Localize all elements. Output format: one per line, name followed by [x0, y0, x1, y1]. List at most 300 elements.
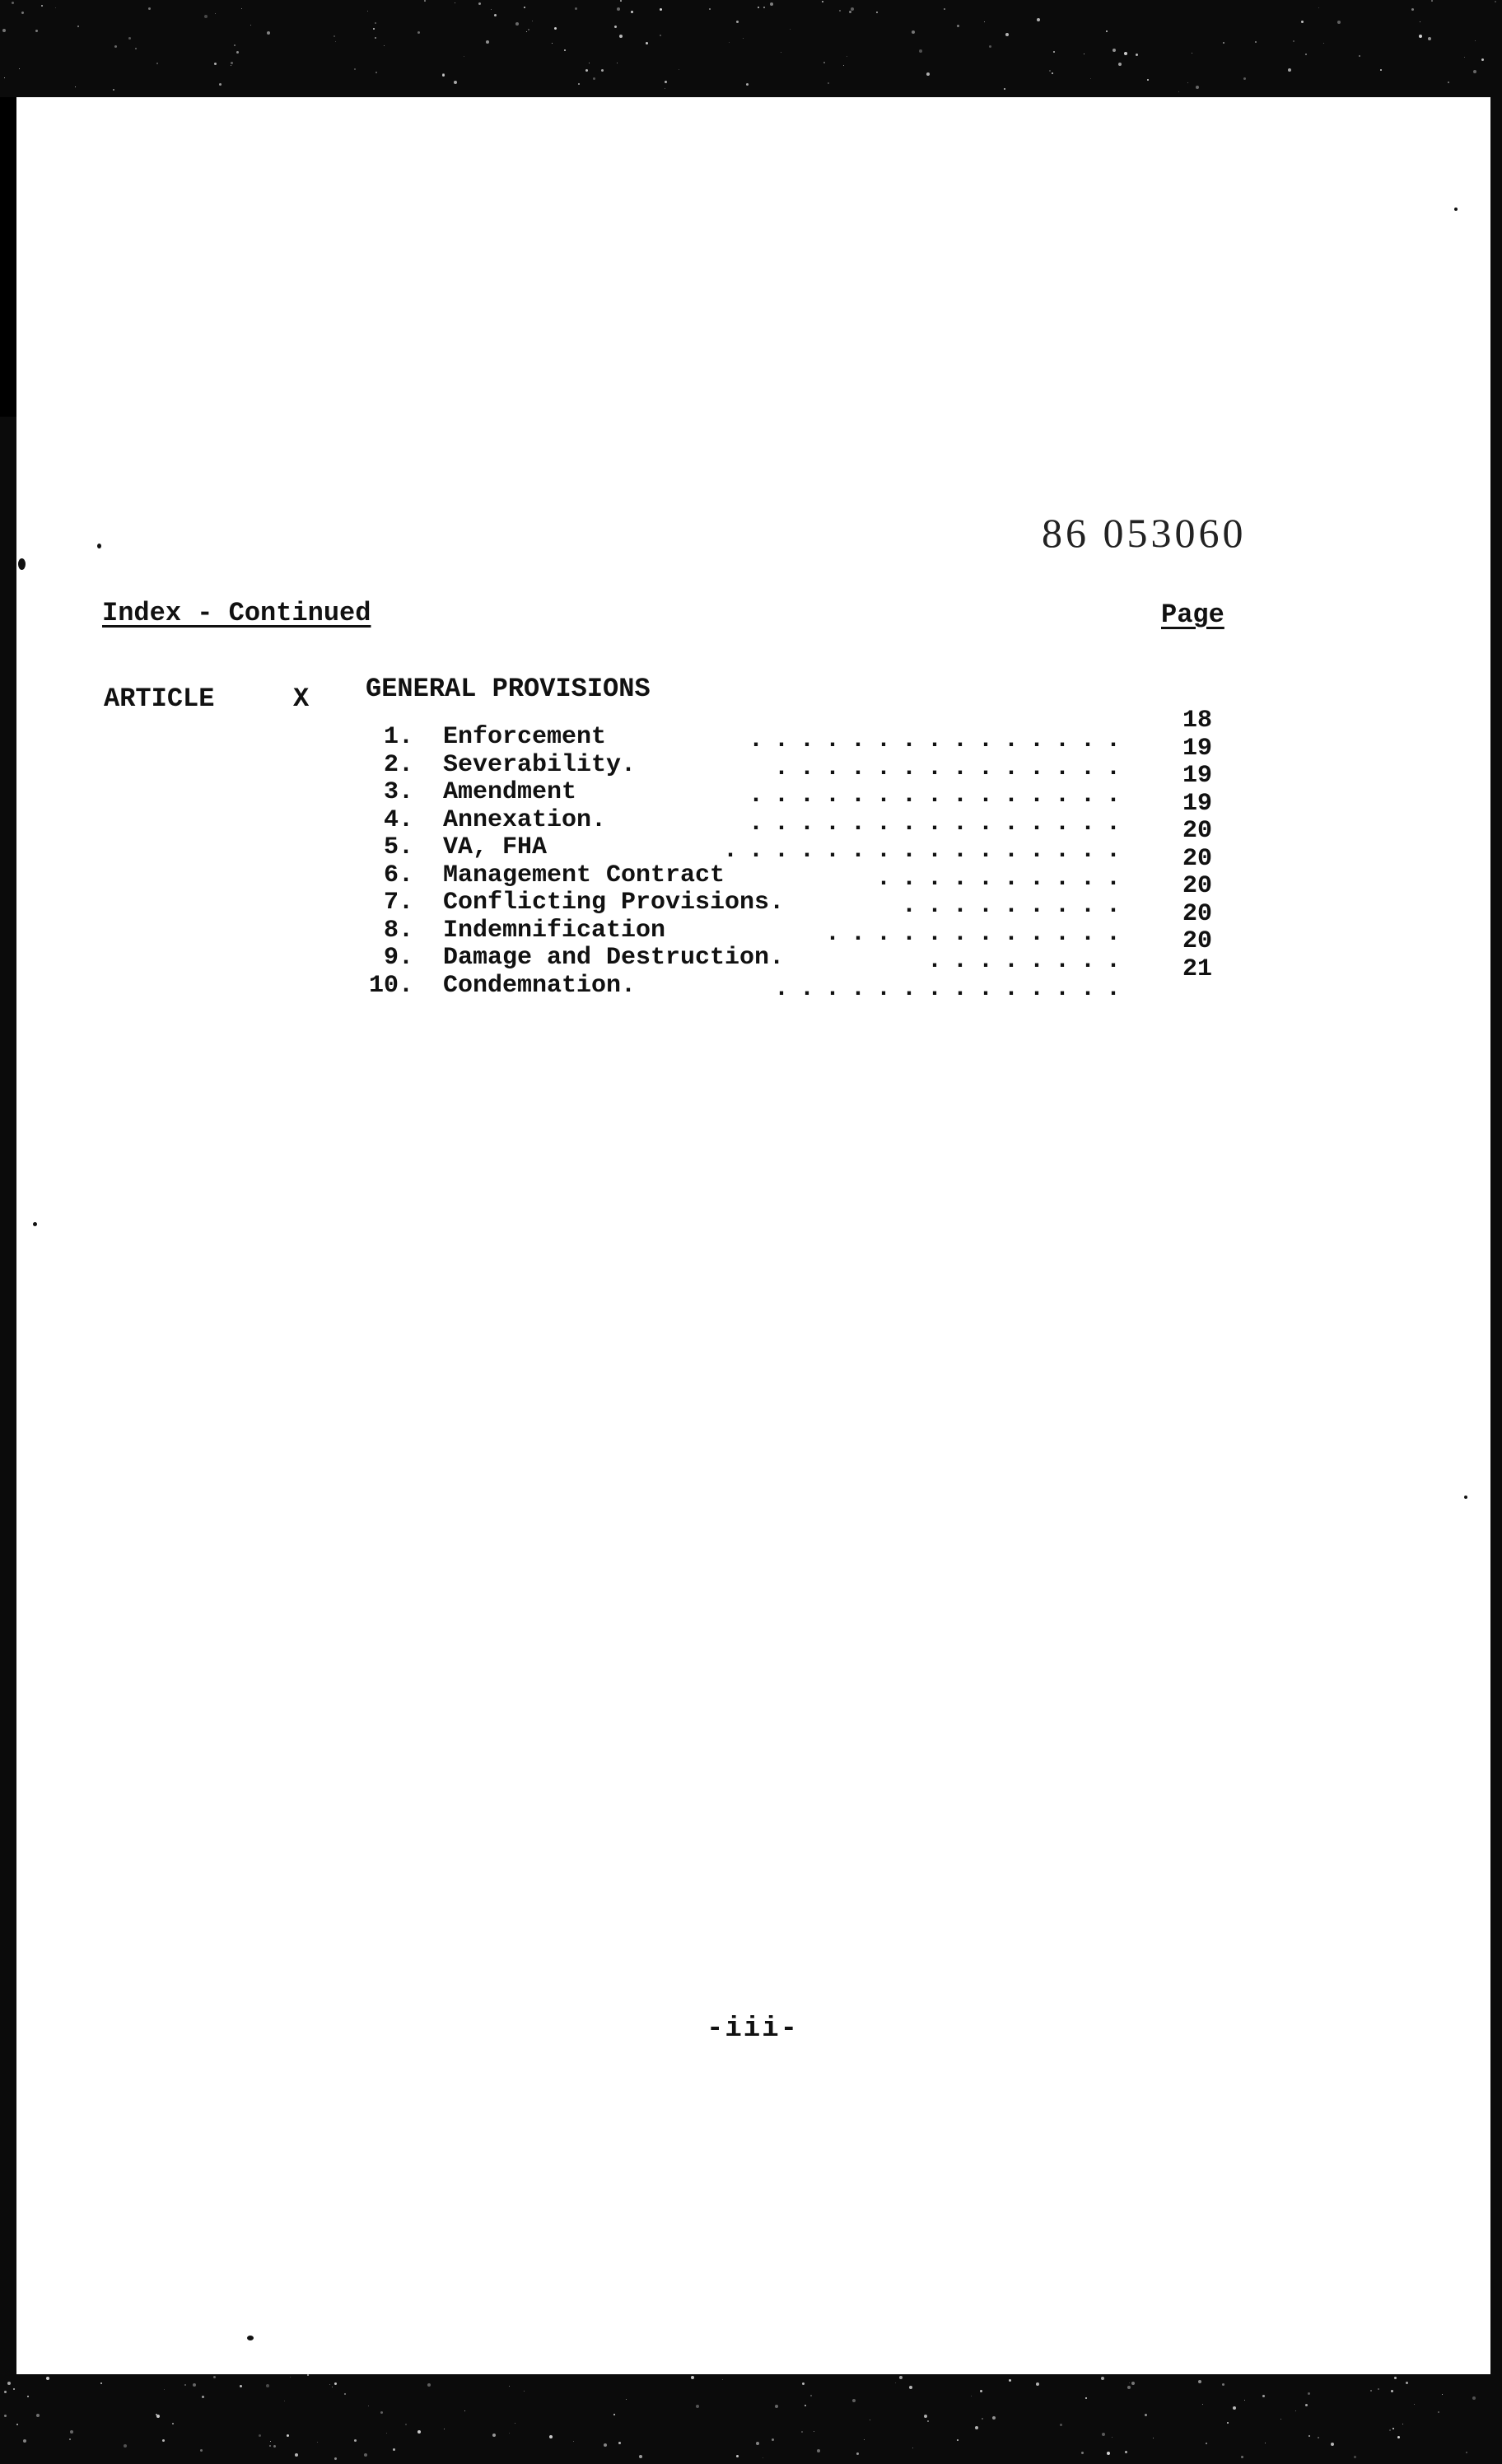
scan-noise-dot: [856, 2452, 859, 2455]
toc-entry-number: 2.: [383, 750, 413, 779]
scan-noise-dot: [1113, 49, 1116, 52]
scan-noise-dot: [1431, 0, 1433, 2]
toc-entry-page: 19: [1182, 734, 1213, 763]
scan-noise-dot: [617, 7, 620, 11]
scan-noise-dot: [805, 2405, 806, 2406]
scan-noise-dot: [1354, 2456, 1356, 2458]
scan-noise-dot: [77, 26, 79, 27]
page-number-footer: -iii-: [707, 2014, 800, 2045]
toc-entry-title: Severability.: [443, 750, 637, 779]
scan-noise-dot: [899, 2376, 903, 2379]
scan-noise-dot: [989, 45, 991, 48]
scan-noise-dot: [909, 2386, 912, 2389]
scan-noise-dot: [135, 48, 137, 49]
scan-noise-dot: [1406, 2382, 1408, 2384]
scan-noise-dot: [219, 83, 222, 86]
scan-noise-dot: [164, 2389, 165, 2390]
scan-noise-dot: [639, 2455, 642, 2458]
scan-noise-dot: [1475, 40, 1476, 41]
scan-noise-dot: [364, 2453, 367, 2457]
scan-noise-dot: [554, 27, 557, 30]
toc-entry-page: 20: [1182, 872, 1213, 900]
scan-noise-dot: [515, 22, 519, 26]
scan-noise-dot: [736, 21, 739, 23]
scan-noise-dot: [660, 35, 661, 36]
scan-noise-dot: [204, 15, 208, 18]
scan-noise-dot: [1370, 2390, 1372, 2392]
scan-noise-dot: [564, 49, 566, 51]
toc-entry-number: 4.: [383, 805, 413, 834]
scan-noise-dot: [823, 62, 825, 63]
scan-noise-dot: [184, 2384, 186, 2386]
toc-entry-number: 1.: [383, 723, 413, 751]
scan-noise-dot: [2, 29, 6, 32]
scan-noise-dot: [528, 29, 529, 30]
scan-noise-dot: [329, 2384, 330, 2385]
scan-noise-dot: [620, 0, 622, 2]
scan-noise-dot: [193, 2383, 196, 2387]
scan-noise-dot: [1233, 2406, 1236, 2410]
scan-noise-dot: [822, 1, 823, 2]
scan-noise-dot: [1085, 2397, 1087, 2399]
scan-noise-dot: [660, 8, 662, 11]
scan-noise-dot: [156, 2414, 157, 2415]
toc-entry: [354, 707, 1243, 754]
article-label: ARTICLE: [104, 684, 215, 714]
scan-noise-dot: [1127, 2386, 1131, 2389]
scan-noise-dot: [736, 2455, 739, 2457]
scan-noise-dot: [1411, 8, 1414, 11]
scan-noise-dot: [1428, 37, 1431, 40]
scan-noise-dot: [269, 2445, 271, 2447]
index-heading: Index - Continued: [102, 598, 371, 628]
scan-noise-dot: [618, 2442, 621, 2444]
scan-noise-dot: [405, 2424, 407, 2425]
scan-noise-dot: [895, 2382, 896, 2383]
scan-noise-dot: [1129, 2382, 1130, 2383]
scan-noise-dot: [290, 2377, 291, 2378]
scan-noise-dot: [442, 74, 445, 77]
scan-noise-dot: [427, 2383, 431, 2387]
scan-noise-dot: [524, 7, 525, 8]
scan-noise-dot: [335, 41, 336, 42]
scan-noise-dot: [763, 7, 765, 8]
toc-entry-page: 20: [1182, 927, 1213, 955]
scan-noise-dot: [1060, 2424, 1062, 2426]
scan-noise-dot: [552, 43, 553, 44]
scan-noise-dot: [354, 68, 356, 70]
scan-noise-dot: [478, 2, 481, 5]
dot-leader: ................: [722, 837, 1131, 865]
scan-speck: [247, 2336, 254, 2340]
scan-noise-dot: [12, 2, 14, 4]
scan-noise-dot: [1145, 2414, 1147, 2416]
toc-entry-title: Condemnation.: [443, 971, 637, 1000]
scan-noise-dot: [287, 2434, 289, 2437]
scan-noise-dot: [492, 2434, 496, 2437]
toc-entry-number: 7.: [383, 889, 413, 917]
scan-noise-dot: [172, 2423, 174, 2424]
dot-leader: ..............: [773, 974, 1131, 1003]
scan-noise-dot: [743, 38, 744, 39]
scan-noise-dot: [128, 37, 131, 40]
scan-noise-dot: [70, 2430, 73, 2434]
scan-noise-dot: [709, 8, 711, 10]
scan-noise-dot: [4, 77, 5, 78]
scan-noise-dot: [376, 72, 377, 73]
scan-noise-dot: [1308, 2392, 1310, 2395]
scan-noise-dot: [575, 7, 577, 10]
scan-noise-dot: [1337, 21, 1341, 24]
scan-noise-dot: [775, 2405, 778, 2408]
table-of-contents: [354, 707, 1243, 1003]
scan-noise-dot: [828, 82, 829, 84]
scan-noise-dot: [162, 2439, 165, 2442]
scan-noise-dot: [992, 2416, 996, 2420]
scan-noise-dot: [839, 10, 841, 12]
scan-noise-dot: [843, 65, 844, 66]
scan-noise-dot: [486, 40, 489, 44]
toc-entry-title: VA, FHA: [443, 833, 548, 861]
scan-noise-dot: [613, 2414, 615, 2415]
scan-noise-dot: [817, 2449, 820, 2452]
scan-noise-dot: [849, 11, 851, 13]
scan-noise-dot: [114, 45, 117, 48]
scan-noise-dot: [585, 69, 588, 72]
scan-noise-dot: [1004, 88, 1005, 90]
scan-noise-dot: [1495, 1, 1496, 2]
scan-noise-dot: [756, 2442, 759, 2445]
toc-entry-page: 19: [1182, 789, 1213, 818]
scan-noise-dot: [266, 2384, 269, 2387]
scan-noise-dot: [270, 2441, 271, 2442]
scan-noise-dot: [393, 2448, 395, 2451]
scan-noise-dot: [113, 89, 114, 91]
scan-noise-dot: [1187, 82, 1188, 83]
scan-noise-dot: [464, 2410, 465, 2411]
scan-noise-dot: [1223, 42, 1224, 44]
scan-noise-dot: [876, 12, 878, 13]
scan-noise-dot: [1206, 2443, 1207, 2444]
scan-noise-dot: [957, 25, 959, 27]
scan-noise-dot: [334, 35, 335, 37]
scan-noise-dot: [295, 2453, 298, 2457]
scan-noise-dot: [1037, 18, 1040, 21]
scan-noise-dot: [7, 2382, 11, 2385]
scan-noise-dot: [631, 11, 633, 13]
scan-noise-dot: [772, 2438, 774, 2441]
scan-noise-dot: [790, 29, 791, 30]
scan-noise-dot: [1481, 58, 1484, 61]
scan-noise-dot: [259, 2434, 261, 2437]
scan-noise-dot: [619, 35, 623, 38]
scan-noise-dot: [1118, 63, 1122, 66]
scan-noise-dot: [241, 8, 242, 9]
scan-noise-dot: [722, 2379, 723, 2380]
scan-noise-dot: [1244, 2400, 1245, 2401]
scan-noise-dot: [214, 63, 217, 65]
scan-noise-dot: [354, 2439, 357, 2442]
scan-noise-dot: [626, 2399, 627, 2400]
toc-entry-title: Indemnification: [443, 916, 666, 945]
scan-noise-dot: [1131, 2382, 1135, 2385]
scan-noise-dot: [729, 42, 730, 43]
scan-noise-dot: [758, 7, 759, 8]
scan-noise-dot: [1053, 51, 1055, 53]
scan-noise-dot: [27, 2396, 29, 2397]
scan-noise-dot: [526, 31, 527, 32]
scan-speck: [33, 1222, 37, 1226]
scan-noise-dot: [1448, 82, 1449, 83]
scan-noise-dot: [1301, 21, 1304, 23]
scan-noise-dot: [944, 8, 945, 10]
scan-noise-dot: [1305, 2404, 1308, 2406]
scan-noise-dot: [982, 2418, 983, 2420]
scan-noise-dot: [454, 81, 457, 84]
scan-noise-dot: [1107, 2452, 1110, 2455]
scan-noise-dot: [696, 2405, 699, 2408]
scan-noise-dot: [307, 2374, 309, 2376]
scan-noise-dot: [1106, 30, 1108, 32]
scan-noise-dot: [1295, 2410, 1296, 2411]
scan-noise-dot: [334, 2382, 337, 2385]
scan-noise-dot: [317, 2442, 318, 2443]
dot-leader: ...............: [748, 809, 1131, 838]
scan-border-bottom: [0, 2374, 1502, 2464]
scan-noise-dot: [380, 2411, 383, 2414]
toc-entry-number: 6.: [383, 861, 413, 889]
scan-noise-dot: [851, 7, 854, 11]
scan-noise-dot: [1036, 2382, 1039, 2386]
scan-speck: [97, 544, 101, 548]
scan-noise-dot: [19, 68, 20, 69]
scan-noise-dot: [1331, 2443, 1334, 2446]
scan-noise-dot: [384, 45, 385, 46]
scan-noise-dot: [926, 72, 930, 76]
scan-noise-dot: [1005, 33, 1009, 36]
scan-noise-dot: [124, 2444, 127, 2448]
scan-noise-dot: [919, 49, 922, 53]
scan-noise-dot: [375, 37, 376, 39]
scan-noise-dot: [375, 22, 376, 24]
scan-noise-dot: [1391, 2390, 1393, 2392]
dot-leader: ..............: [773, 754, 1131, 782]
toc-entry-title: Annexation.: [443, 805, 607, 834]
scan-noise-dot: [213, 2376, 216, 2378]
scan-noise-dot: [156, 63, 158, 64]
scan-noise-dot: [957, 2439, 959, 2441]
scan-noise-dot: [691, 2376, 694, 2379]
scan-noise-dot: [1389, 2429, 1391, 2431]
toc-entry-page: 21: [1182, 954, 1213, 983]
scan-noise-dot: [36, 2414, 40, 2417]
scan-noise-dot: [1473, 70, 1476, 73]
scan-noise-dot: [852, 2399, 856, 2402]
scan-noise-dot: [1196, 86, 1199, 89]
scan-noise-dot: [509, 2433, 510, 2434]
scan-noise-dot: [665, 81, 667, 83]
toc-entry-page: 20: [1182, 844, 1213, 873]
toc-entry-number: 8.: [383, 916, 413, 945]
scan-noise-dot: [491, 9, 492, 10]
scan-noise-dot: [417, 31, 420, 34]
scan-noise-dot: [41, 5, 43, 7]
scan-noise-dot: [601, 69, 604, 72]
scan-noise-dot: [1124, 52, 1127, 55]
scan-noise-dot: [1255, 41, 1257, 43]
scan-noise-dot: [1243, 77, 1246, 80]
scan-noise-dot: [4, 2391, 7, 2393]
scan-noise-dot: [578, 83, 580, 85]
scan-edge-left: [0, 97, 16, 417]
scan-noise-dot: [1419, 35, 1422, 38]
scan-noise-dot: [386, 2433, 387, 2434]
toc-entry-title: Enforcement: [443, 723, 607, 751]
scan-noise-dot: [1049, 70, 1051, 72]
scan-noise-dot: [236, 51, 239, 54]
scan-noise-dot: [69, 2438, 71, 2440]
scan-noise-dot: [802, 2382, 805, 2385]
scan-noise-dot: [1293, 40, 1294, 42]
scan-noise-dot: [1052, 72, 1053, 74]
scan-noise-dot: [1280, 2419, 1281, 2420]
scan-noise-dot: [1112, 2437, 1113, 2438]
scan-noise-dot: [1227, 2422, 1229, 2424]
scan-noise-dot: [1466, 2452, 1467, 2453]
scan-noise-dot: [1178, 91, 1179, 92]
scan-noise-dot: [250, 25, 251, 26]
scan-noise-dot: [864, 2439, 865, 2440]
scan-noise-dot: [200, 2449, 203, 2452]
scan-noise-dot: [1198, 2380, 1201, 2383]
scan-noise-dot: [746, 83, 749, 86]
scan-noise-dot: [604, 2443, 607, 2447]
scan-noise-dot: [231, 62, 233, 64]
scan-noise-dot: [23, 2439, 26, 2443]
scan-noise-dot: [1288, 68, 1291, 72]
scan-noise-dot: [1102, 2433, 1105, 2436]
dot-leader: ...............: [748, 726, 1131, 754]
scan-noise-dot: [1318, 2437, 1319, 2438]
article-title: GENERAL PROVISIONS: [366, 674, 651, 704]
scan-noise-dot: [148, 7, 151, 10]
scan-noise-dot: [1323, 43, 1324, 44]
scan-noise-dot: [1136, 54, 1138, 56]
scan-speck: [1454, 208, 1458, 211]
scan-noise-dot: [46, 2377, 49, 2380]
toc-entry-page: 19: [1182, 762, 1213, 790]
dot-leader: .........: [901, 892, 1131, 920]
scan-noise-dot: [1101, 2377, 1104, 2380]
scan-noise-dot: [417, 2430, 421, 2434]
scan-noise-dot: [373, 28, 375, 30]
toc-entry-title: Management Contract: [443, 861, 725, 889]
scan-noise-dot: [1438, 2411, 1439, 2413]
scan-noise-dot: [55, 7, 56, 8]
scan-noise-dot: [593, 77, 595, 80]
toc-entry-number: 3.: [383, 778, 413, 806]
scan-noise-dot: [75, 86, 76, 87]
scan-noise-dot: [801, 2431, 803, 2433]
scan-noise-dot: [334, 2457, 337, 2460]
scan-noise-dot: [1147, 79, 1149, 81]
scan-noise-dot: [100, 2382, 102, 2384]
scan-noise-dot: [770, 2, 773, 6]
scan-noise-dot: [573, 2441, 574, 2442]
scan-noise-dot: [267, 31, 270, 35]
scan-noise-dot: [1308, 2435, 1310, 2437]
scan-speck: [1464, 1496, 1467, 1499]
document-number: 86 053060: [1042, 510, 1247, 556]
toc-entry-page: 20: [1182, 899, 1213, 928]
toc-entry-number: 9.: [383, 944, 413, 972]
scan-noise-dot: [614, 26, 617, 28]
scan-noise-dot: [1442, 2394, 1443, 2395]
scan-noise-dot: [1378, 2388, 1379, 2390]
scan-noise-dot: [234, 44, 236, 46]
scan-noise-dot: [984, 21, 985, 22]
scan-noise-dot: [1392, 2428, 1394, 2429]
scan-noise-dot: [509, 2386, 510, 2387]
scan-noise-dot: [1380, 69, 1382, 71]
toc-entry-title: Amendment: [443, 778, 577, 806]
scan-noise-dot: [367, 11, 368, 12]
scan-noise-dot: [912, 30, 915, 34]
scan-noise-dot: [924, 2415, 927, 2418]
scan-noise-dot: [1090, 78, 1091, 79]
scan-noise-dot: [810, 2395, 812, 2396]
toc-entry-title: Damage and Destruction.: [443, 944, 785, 972]
scan-noise-dot: [1125, 2451, 1127, 2453]
scan-noise-dot: [344, 2393, 346, 2395]
scan-noise-dot: [1081, 2452, 1084, 2454]
scan-noise-dot: [1394, 2377, 1397, 2379]
scan-speck: [18, 558, 26, 570]
scan-noise-dot: [240, 2385, 242, 2387]
scan-noise-dot: [524, 2391, 525, 2392]
dot-leader: ..........: [875, 864, 1131, 893]
scan-noise-dot: [13, 2388, 15, 2390]
page-column-heading: Page: [1161, 600, 1224, 630]
dot-leader: ........: [926, 947, 1131, 975]
scan-noise-dot: [646, 42, 648, 44]
scan-noise-dot: [1414, 2404, 1415, 2405]
scan-noise-dot: [215, 13, 216, 14]
scan-noise-dot: [494, 14, 497, 16]
toc-entry-title: Conflicting Provisions.: [443, 889, 785, 917]
scan-noise-dot: [35, 30, 38, 32]
scan-noise-dot: [1397, 2436, 1400, 2438]
toc-entry-page: 18: [1182, 707, 1213, 735]
dot-leader: ...............: [748, 782, 1131, 810]
scan-noise-dot: [1262, 2395, 1265, 2397]
toc-entry-number: 10.: [368, 971, 413, 1000]
scan-noise-dot: [980, 2390, 982, 2392]
scan-noise-dot: [202, 2396, 204, 2398]
scan-noise-dot: [1464, 57, 1465, 58]
scan-noise-dot: [1318, 7, 1319, 8]
scan-noise-dot: [1305, 54, 1307, 55]
scan-noise-dot: [1009, 2379, 1011, 2382]
dot-leader: ............: [824, 919, 1131, 948]
scan-noise-dot: [1202, 2404, 1203, 2405]
scan-noise-dot: [1472, 2396, 1476, 2400]
toc-entry-number: 5.: [383, 833, 413, 861]
scan-noise-dot: [1222, 2383, 1224, 2386]
scan-noise-dot: [1359, 55, 1360, 57]
scan-noise-dot: [1241, 2456, 1243, 2458]
scan-noise-dot: [975, 2426, 978, 2429]
